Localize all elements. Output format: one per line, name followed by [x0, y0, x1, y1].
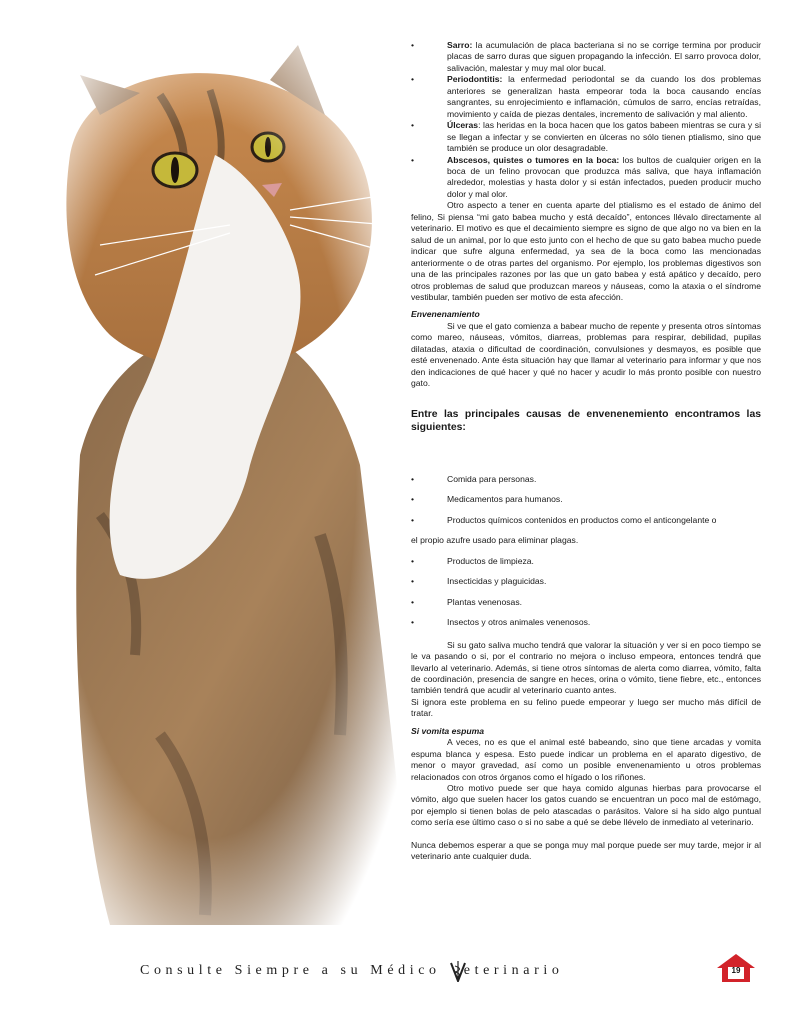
page-number: 19 — [731, 966, 741, 975]
list-item-continuation: el propio azufre usado para eliminar plagas. — [411, 535, 579, 546]
list-item: • Insecticidas y plaguicidas. — [411, 576, 547, 587]
bullet-term: Abscesos, quistes o tumores en la boca: — [447, 154, 620, 165]
bullet-ulceras — [411, 120, 761, 154]
list-item-text: Medicamentos para humanos. — [447, 494, 563, 505]
causes-heading: Entre las principales causas de envenenemiento encontramos las siguientes: — [411, 408, 761, 433]
bullet-dot: • — [411, 154, 415, 165]
list-item-text: Comida para personas. — [447, 473, 537, 484]
bullet-text: : las heridas en la boca hacen que los gatos babeen mientras se cura y si se llegan a infectar y se convierten en úlceras no sólo tienen ptialismo, sino que también se produce un olor desagradable. — [447, 120, 761, 154]
bullet-dot: • — [411, 120, 415, 131]
bullet-dot: • — [411, 74, 415, 85]
list-item-text: Plantas venenosas. — [447, 596, 523, 607]
section-title-espuma: Si vomita espuma — [411, 725, 485, 736]
footer-text-right: eterinario — [463, 963, 564, 979]
article-column — [411, 40, 761, 863]
paragraph-final: Nunca debemos esperar a que se ponga muy mal porque puede ser muy tarde, mejor ir al veterinario ante cualquier duda. — [411, 839, 761, 862]
list-item-text: Insecticidas y plaguicidas. — [447, 576, 547, 587]
list-item: • Insectos y otros animales venenosos. — [411, 617, 591, 628]
list-item-text: Insectos y otros animales venenosos. — [447, 617, 591, 628]
bullet-dot: • — [411, 40, 415, 50]
list-item-text: Productos de limpieza. — [447, 555, 534, 566]
bullet-term: Sarro: — [447, 40, 473, 50]
list-item: • Medicamentos para humanos. — [411, 494, 563, 505]
bullet-text: la enfermedad periodontal se da cuando los dos problemas anteriores se generalizan hasta empeorar toda la boca causando encías sangrantes, su enrojecimiento e inflamación, cúmulos de sarro, encías retraídas, movimiento y caída de piezas dentales, incremento de salivación y mal aliento. — [447, 74, 761, 119]
section-title-envenenamiento: Envenenamiento — [411, 309, 480, 320]
bullet-term: Periodontitis: — [447, 74, 503, 85]
list-item: • Comida para personas. — [411, 473, 537, 484]
paragraph-espuma-1: A veces, no es que el animal esté babeando, sino que tiene arcadas y vomita espuma blanca y espesa. Esto puede indicar un problema en el aparato digestivo, de menor o mayor gravedad, así como un posible envenenamiento u otros problemas relacionados con otros órganos como el hígado o los riñones. — [411, 737, 761, 782]
paragraph-saliva: Si su gato saliva mucho tendrá que valorar la situación y ver si en poco tiempo se le va pasando o si, por el contrario no mejora o incluso empeora, entonces tendrá que llevarlo al veterinario. Además, si tiene otros síntomas de alerta como diarrea, vómito, falta de coordinación, presencia de sangre en heces, orina o vómito, tiene fiebre, etc., entonces también tendrá que acudir al veterinario cuanto antes. — [411, 639, 761, 696]
bullet-term: Úlceras — [447, 120, 479, 131]
footer-text-left: Consulte Siempre a su Médico — [140, 963, 441, 979]
bullet-abscesos — [411, 155, 761, 201]
paragraph-espuma-2: Otro motivo puede ser que haya comido algunas hierbas para provocarse el vómito, algo que suelen hacer los gatos cuando se encuentran un poco mal de estómago, por ejemplo si tienen bolas de pelo atascadas o parásitos. Valore si ha sido algo puntual como sería ese último caso o si no sabe a qué se debe llévelo de inmediato al veterinario. — [411, 783, 761, 828]
list-item: • Productos químicos contenidos en productos como el anticongelante o — [411, 514, 717, 525]
list-item-text: Productos químicos contenidos en productos como el anticongelante o — [447, 514, 717, 525]
causes-list — [411, 474, 761, 638]
cat-illustration — [40, 35, 410, 925]
footer-tagline — [140, 960, 680, 984]
bullet-periodontitis — [411, 74, 761, 120]
cat-photo — [40, 35, 410, 925]
page-number-badge — [716, 953, 756, 983]
paragraph-envenenamiento: Si ve que el gato comienza a babear mucho de repente y presenta otros síntomas como mareo, náuseas, vómitos, diarreas, problemas para respirar, debilidad, pupilas dilatadas, ataxia o dificultad de coordinación, convulsiones y desmayos, es posible que esté envenenado. Ante ésta situación hay que llamar al veterinario para informar y que nos den indicaciones de qué hacer y qué no hacer y acudir lo más pronto posible con nuestro gato. — [411, 320, 761, 389]
paragraph-ignora: Si ignora este problema en su felino puede empeorar y luego ser mucho más difícil de tratar. — [411, 696, 761, 719]
list-item: • Productos de limpieza. — [411, 555, 534, 566]
list-item: • Plantas venenosas. — [411, 596, 523, 607]
paragraph-decaido: Otro aspecto a tener en cuenta aparte del ptialismo es el estado de ánimo del felino, Si piensa “mi gato babea mucho y está decaído”, entonces llévalo directamente al veterinario. El motivo es que el decaimiento siempre es signo de que algo no va bien en la salud de un animal, por lo que esto junto con el hecho de que su gato babea mucho puede indicar que sufre alguna enfermedad, ya sea de la boca como las mencionadas anteriormente o de otras partes del organismo. Por ejemplo, los problemas digestivos son una de las principales razones por las que un gato babea y está apático y decaído, pero otros problemas de salud que produzcan mareos y náuseas, como la ataxia o el síndrome vestibular, también pueden ser motivo de esta afección. — [411, 200, 761, 302]
bullet-sarro — [411, 40, 761, 74]
bullet-text: los bultos de cualquier origen en la boca de un felino provocan que produzca más saliva, que haya inflamación alrededor, molestias y hasta dolor y si están infectados, pueden producir mucho dolor y mal olor. — [447, 154, 761, 199]
bullet-text: la acumulación de placa bacteriana si no se corrige termina por producir placas de sarro duras que siguen propagando la infección. El sarro provoca dolor, salivación, malestar y muy mal olor bucal. — [447, 40, 761, 73]
